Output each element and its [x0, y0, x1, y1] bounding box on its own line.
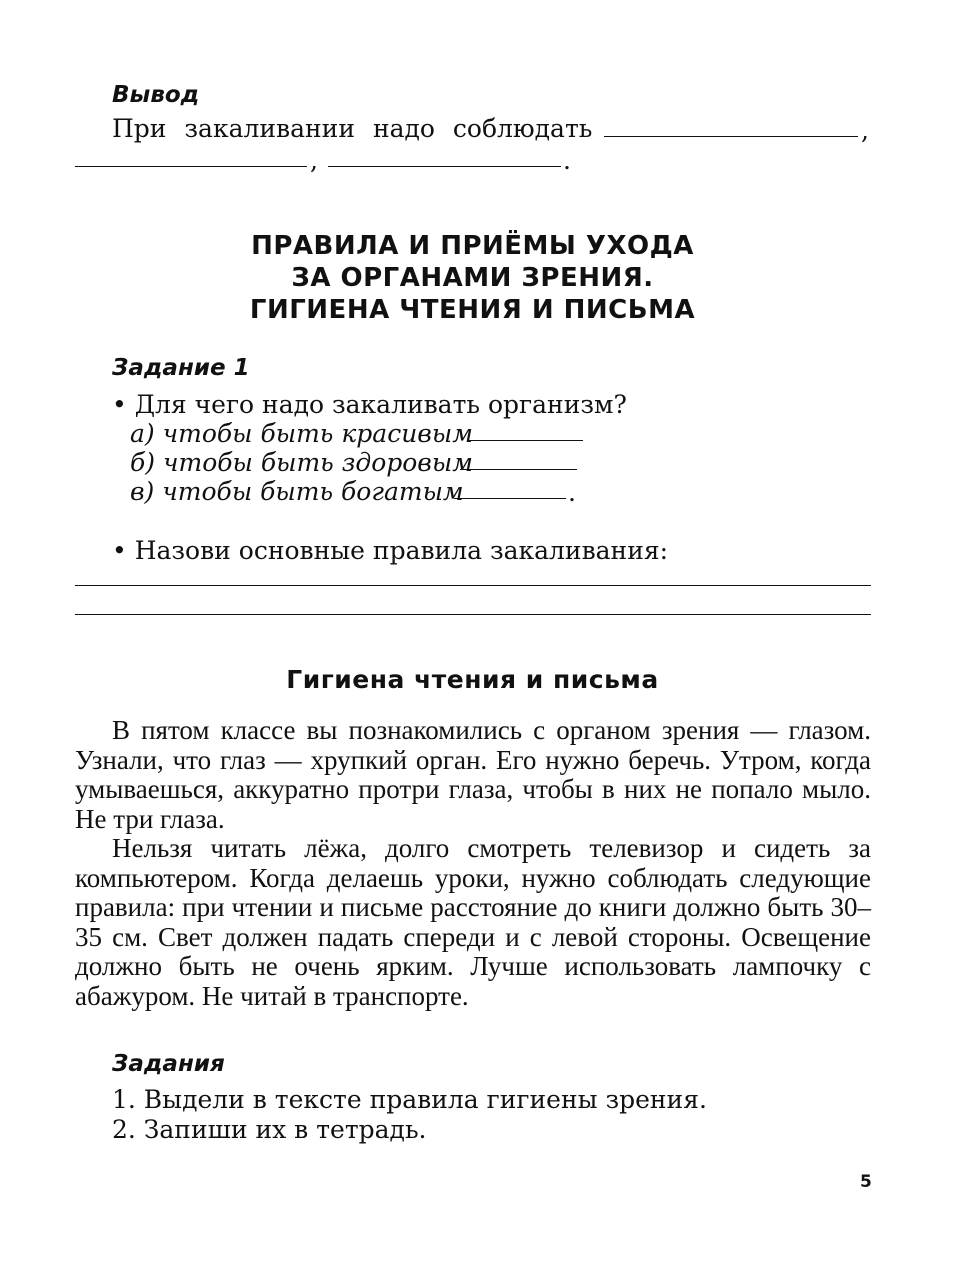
conclusion-blank-3[interactable]	[328, 166, 561, 167]
section-title-line-2: ЗА ОРГАНАМИ ЗРЕНИЯ.	[291, 263, 654, 293]
task1-option-a-blank[interactable]	[468, 440, 583, 441]
hygiene-paragraph-2	[75, 834, 871, 1011]
tasks-item-1: 1. Выдели в тексте правила гигиены зрения.	[112, 1085, 707, 1114]
tasks-title: Задания	[112, 1051, 225, 1077]
section-title-line-1: ПРАВИЛА И ПРИЁМЫ УХОДА	[251, 231, 694, 261]
conclusion-comma-2: ,	[310, 146, 318, 175]
hygiene-paragraph-1-text: В пятом классе вы познакомились с органом зрения — глазом. Узнали, что глаз — хрупкий орган. Его нужно беречь. Утром, когда умываешься, аккуратно протри глаза, чтобы в них не попало мыло. Не три глаза.	[75, 715, 871, 834]
hygiene-title: Гигиена чтения и письма	[286, 665, 659, 694]
hygiene-paragraph-1	[75, 716, 871, 834]
hygiene-paragraph-2-text: Нельзя читать лёжа, долго смотреть телевизор и сидеть за компьютером. Когда делаешь уроки, нужно соблюдать следующие правила: при чтении и письме расстояние до книги должно быть 30–35 см. Свет должен падать спереди и с левой стороны. Освещение должно быть не очень ярким. Лучше использовать лампочку с абажуром. Не читай в транспорте.	[75, 833, 871, 1011]
conclusion-comma-1: ,	[861, 116, 869, 145]
conclusion-blank-1[interactable]	[604, 136, 858, 137]
task1-option-b-blank[interactable]	[460, 469, 577, 470]
task1-option-c-blank[interactable]	[454, 498, 566, 499]
task1-question-2: • Назови основные правила закаливания:	[112, 536, 669, 565]
answer-line-2[interactable]	[75, 614, 871, 615]
task1-question-1: • Для чего надо закаливать организм?	[112, 390, 627, 419]
conclusion-text: При закаливании надо соблюдать	[112, 114, 593, 143]
task1-option-b: б) чтобы быть здоровым	[130, 448, 473, 477]
page-number: 5	[860, 1172, 872, 1192]
task1-title: Задание 1	[112, 355, 250, 381]
answer-line-1[interactable]	[75, 585, 871, 586]
section-title-line-3: ГИГИЕНА ЧТЕНИЯ И ПИСЬМА	[249, 295, 696, 325]
conclusion-title: Вывод	[112, 82, 200, 108]
conclusion-blank-2[interactable]	[75, 166, 307, 167]
conclusion-period: .	[563, 146, 571, 175]
tasks-item-2: 2. Запиши их в тетрадь.	[112, 1115, 427, 1144]
task1-option-a: а) чтобы быть красивым	[130, 419, 473, 448]
task1-option-c-period: .	[568, 478, 576, 507]
task1-option-c: в) чтобы быть богатым	[130, 477, 464, 506]
